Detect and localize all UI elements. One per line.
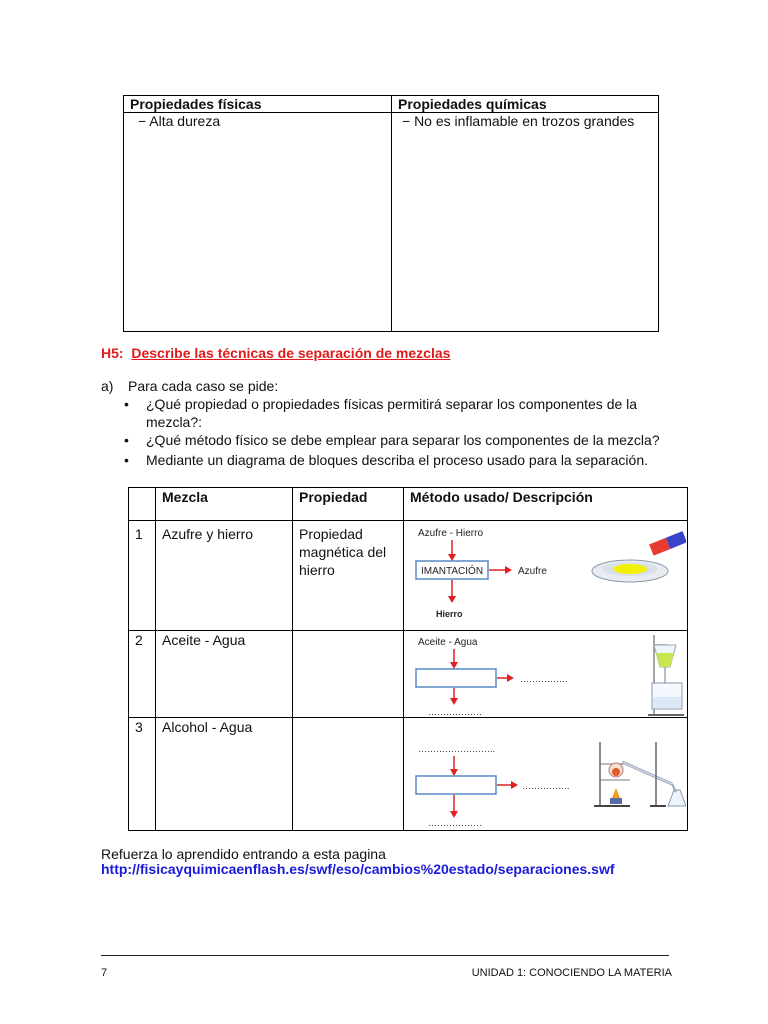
chemical-properties-cell <box>392 113 659 332</box>
diagram-cell-2 <box>404 631 688 718</box>
bullet-3: Mediante un diagrama de bloques describa el proceso usado para la separación. <box>146 452 648 468</box>
diagram2-right-label: ……………. <box>520 674 568 684</box>
mezcla-header: Mezcla <box>156 488 293 521</box>
h5-code: H5: <box>101 345 124 361</box>
bullet-dot: • <box>124 396 129 412</box>
diagram-cell-3 <box>404 718 688 831</box>
page-number: 7 <box>101 967 108 979</box>
row-number: 3 <box>129 718 156 831</box>
metodo-header: Método usado/ Descripción <box>404 488 688 521</box>
physical-properties-cell <box>124 113 392 332</box>
mezcla-cell: Aceite - Agua <box>156 631 293 718</box>
diagram3-right-label: ……………. <box>522 781 570 791</box>
footer-unit-title: UNIDAD 1: CONOCIENDO LA MATERIA <box>471 967 672 979</box>
bullet-1-line-1: ¿Qué propiedad o propiedades físicas permitirá separar los componentes de la <box>146 396 638 412</box>
mezcla-cell: Azufre y hierro <box>156 521 293 631</box>
propiedad-line: magnética del <box>299 544 387 560</box>
diagram3-input: …………………….. <box>418 744 496 754</box>
h5-title: Describe las técnicas de separación de mezclas <box>131 345 451 361</box>
propiedad-cell <box>293 631 404 718</box>
separation-table <box>128 487 688 831</box>
propiedad-line: Propiedad <box>299 526 363 542</box>
chemical-properties-header: Propiedades químicas <box>392 96 659 113</box>
row-number: 1 <box>129 521 156 631</box>
footer-divider <box>101 955 669 956</box>
mezcla-cell: Alcohol - Agua <box>156 718 293 831</box>
magnetization-diagram <box>404 521 686 629</box>
distillation-apparatus-icon <box>594 742 686 806</box>
physical-properties-header: Propiedades físicas <box>124 96 392 113</box>
properties-table <box>123 95 659 332</box>
propiedad-cell <box>293 521 404 631</box>
propiedad-cell <box>293 718 404 831</box>
diagram2-bottom-label: ……………… <box>428 707 482 717</box>
physical-property-item: − Alta dureza <box>138 113 221 129</box>
bullet-1-line-2: mezcla?: <box>146 414 203 430</box>
process-box <box>416 776 496 794</box>
question-intro: Para cada caso se pide: <box>128 378 279 394</box>
magnet-icon <box>649 531 686 556</box>
reinforce-text: Refuerza lo aprendido entrando a esta pagina <box>101 846 386 862</box>
distillation-diagram <box>404 718 686 830</box>
diagram1-box-label: IMANTACIÓN <box>421 566 484 577</box>
row-number: 2 <box>129 631 156 718</box>
diagram1-right-label: Azufre <box>518 566 547 577</box>
diagram2-input: Aceite - Agua <box>418 637 478 648</box>
propiedad-line: hierro <box>299 562 335 578</box>
question-label: a) <box>101 378 114 394</box>
bullet-dot: • <box>124 452 129 468</box>
process-box <box>416 669 496 687</box>
resource-link[interactable]: http://fisicayquimicaenflash.es/swf/eso/cambios%20estado/separaciones.swf <box>101 861 615 877</box>
diagram3-bottom-label: ……………… <box>428 818 482 828</box>
number-header <box>129 488 156 521</box>
h5-heading <box>101 345 450 361</box>
decantation-diagram <box>404 631 686 717</box>
diagram1-bottom-label: Hierro <box>436 609 463 619</box>
bullet-2: ¿Qué método físico se debe emplear para separar los componentes de la mezcla? <box>146 432 660 448</box>
bullet-dot: • <box>124 432 129 448</box>
plate-illustration <box>592 560 668 582</box>
diagram1-input: Azufre - Hierro <box>418 528 484 539</box>
diagram-cell-1 <box>404 521 688 631</box>
separatory-funnel-icon <box>648 635 684 715</box>
propiedad-header: Propiedad <box>293 488 404 521</box>
chemical-property-item: − No es inflamable en trozos grandes <box>402 113 635 129</box>
